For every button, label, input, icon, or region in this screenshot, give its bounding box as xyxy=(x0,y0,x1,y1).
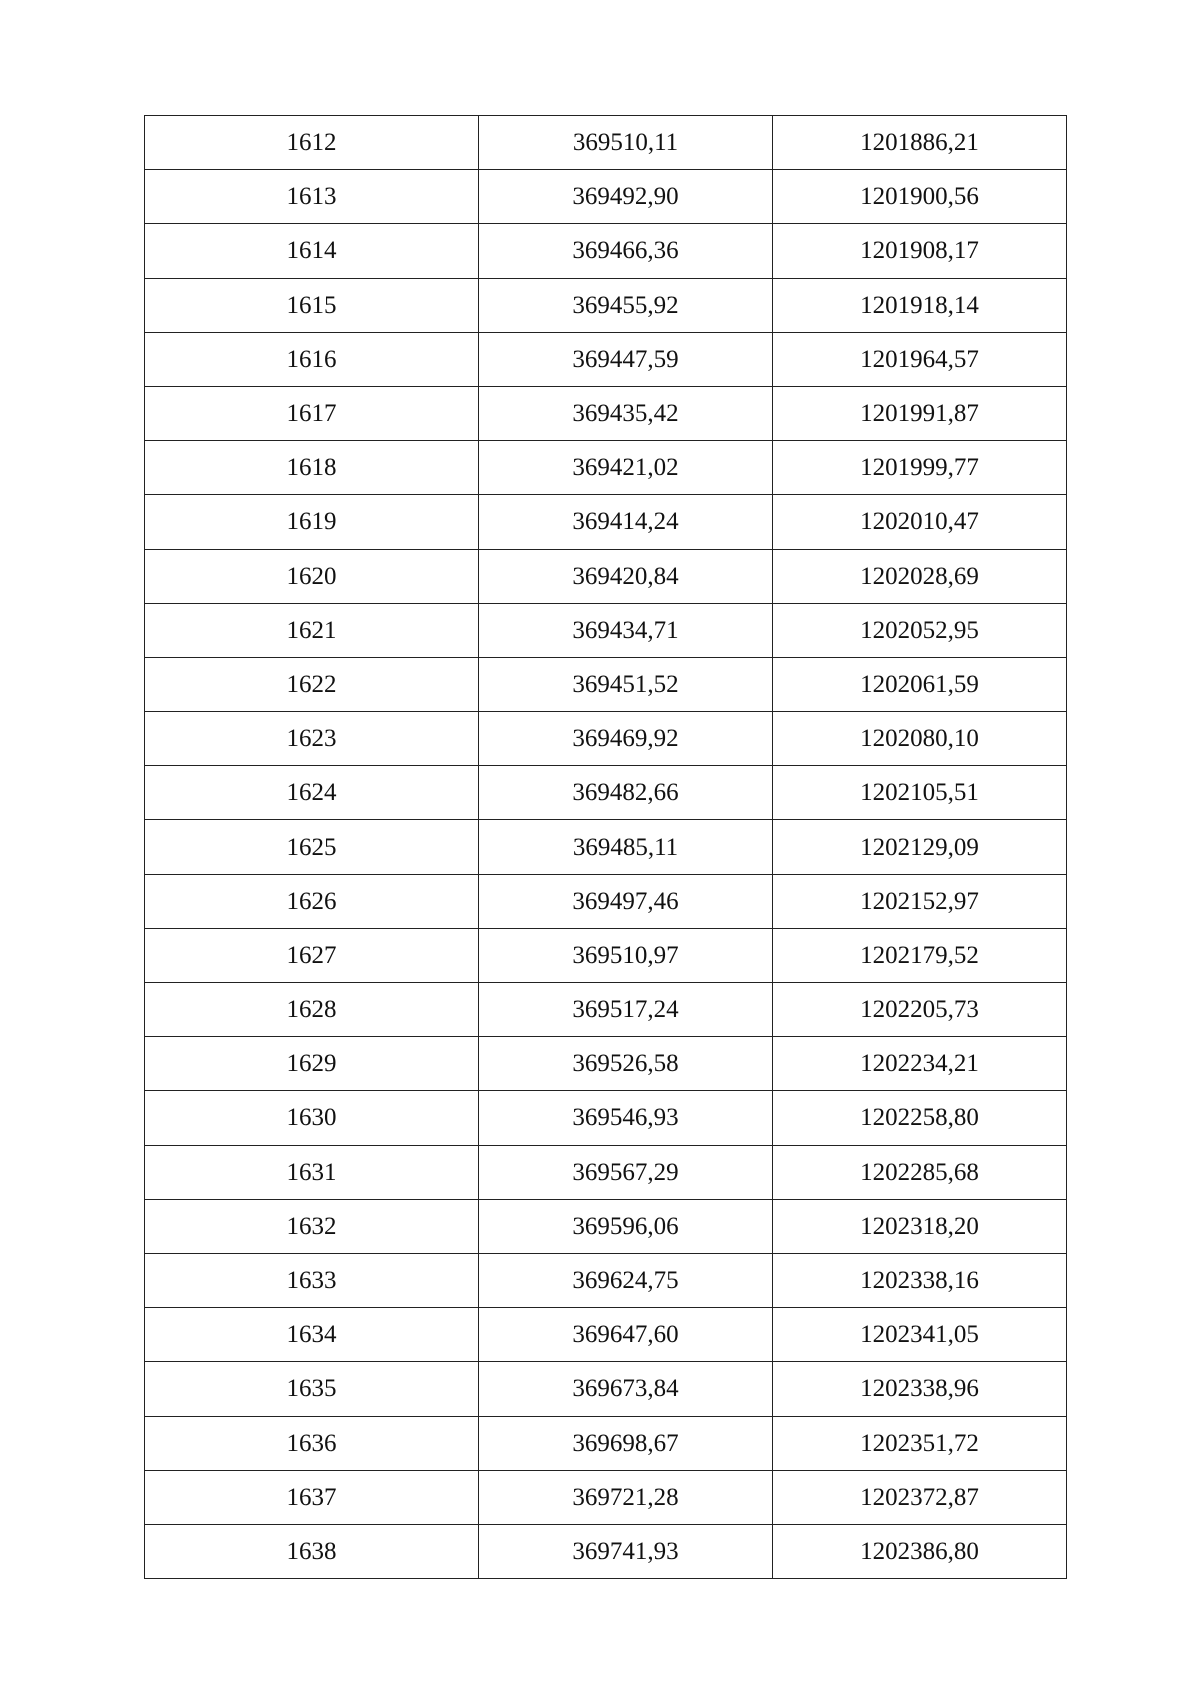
y-coordinate-cell: 1202234,21 xyxy=(773,1037,1067,1091)
point-number-cell: 1628 xyxy=(145,983,479,1037)
x-coordinate-cell: 369451,52 xyxy=(479,657,773,711)
table-row xyxy=(145,1199,1067,1253)
point-number-cell: 1632 xyxy=(145,1199,479,1253)
table-row xyxy=(145,386,1067,440)
x-coordinate-cell: 369517,24 xyxy=(479,983,773,1037)
table-row xyxy=(145,1470,1067,1524)
x-coordinate-cell: 369510,11 xyxy=(479,116,773,170)
y-coordinate-cell: 1202338,16 xyxy=(773,1253,1067,1307)
point-number-cell: 1627 xyxy=(145,928,479,982)
point-number-cell: 1634 xyxy=(145,1308,479,1362)
x-coordinate-cell: 369466,36 xyxy=(479,224,773,278)
table-row xyxy=(145,116,1067,170)
y-coordinate-cell: 1202318,20 xyxy=(773,1199,1067,1253)
x-coordinate-cell: 369497,46 xyxy=(479,874,773,928)
y-coordinate-cell: 1202061,59 xyxy=(773,657,1067,711)
y-coordinate-cell: 1202386,80 xyxy=(773,1524,1067,1578)
table-row xyxy=(145,874,1067,928)
y-coordinate-cell: 1202205,73 xyxy=(773,983,1067,1037)
y-coordinate-cell: 1201964,57 xyxy=(773,332,1067,386)
point-number-cell: 1621 xyxy=(145,603,479,657)
table-row xyxy=(145,820,1067,874)
point-number-cell: 1620 xyxy=(145,549,479,603)
point-number-cell: 1625 xyxy=(145,820,479,874)
x-coordinate-cell: 369485,11 xyxy=(479,820,773,874)
point-number-cell: 1630 xyxy=(145,1091,479,1145)
coordinates-table xyxy=(144,115,1067,1579)
point-number-cell: 1631 xyxy=(145,1145,479,1199)
x-coordinate-cell: 369721,28 xyxy=(479,1470,773,1524)
point-number-cell: 1623 xyxy=(145,712,479,766)
x-coordinate-cell: 369482,66 xyxy=(479,766,773,820)
table-row xyxy=(145,1145,1067,1199)
table-row xyxy=(145,1037,1067,1091)
y-coordinate-cell: 1202129,09 xyxy=(773,820,1067,874)
point-number-cell: 1617 xyxy=(145,386,479,440)
point-number-cell: 1624 xyxy=(145,766,479,820)
y-coordinate-cell: 1202372,87 xyxy=(773,1470,1067,1524)
table-row xyxy=(145,1362,1067,1416)
y-coordinate-cell: 1202010,47 xyxy=(773,495,1067,549)
table-row xyxy=(145,712,1067,766)
table-row xyxy=(145,441,1067,495)
table-row xyxy=(145,1253,1067,1307)
point-number-cell: 1629 xyxy=(145,1037,479,1091)
y-coordinate-cell: 1202080,10 xyxy=(773,712,1067,766)
y-coordinate-cell: 1201886,21 xyxy=(773,116,1067,170)
table-row xyxy=(145,1524,1067,1578)
x-coordinate-cell: 369492,90 xyxy=(479,170,773,224)
x-coordinate-cell: 369673,84 xyxy=(479,1362,773,1416)
y-coordinate-cell: 1202341,05 xyxy=(773,1308,1067,1362)
y-coordinate-cell: 1201991,87 xyxy=(773,386,1067,440)
y-coordinate-cell: 1201918,14 xyxy=(773,278,1067,332)
table-row xyxy=(145,928,1067,982)
x-coordinate-cell: 369526,58 xyxy=(479,1037,773,1091)
point-number-cell: 1612 xyxy=(145,116,479,170)
table-row xyxy=(145,1308,1067,1362)
table-row xyxy=(145,766,1067,820)
x-coordinate-cell: 369435,42 xyxy=(479,386,773,440)
y-coordinate-cell: 1201908,17 xyxy=(773,224,1067,278)
y-coordinate-cell: 1201900,56 xyxy=(773,170,1067,224)
x-coordinate-cell: 369624,75 xyxy=(479,1253,773,1307)
x-coordinate-cell: 369567,29 xyxy=(479,1145,773,1199)
table-row xyxy=(145,224,1067,278)
table-row xyxy=(145,1416,1067,1470)
table-row xyxy=(145,170,1067,224)
y-coordinate-cell: 1202285,68 xyxy=(773,1145,1067,1199)
x-coordinate-cell: 369741,93 xyxy=(479,1524,773,1578)
y-coordinate-cell: 1202052,95 xyxy=(773,603,1067,657)
point-number-cell: 1616 xyxy=(145,332,479,386)
x-coordinate-cell: 369596,06 xyxy=(479,1199,773,1253)
x-coordinate-cell: 369455,92 xyxy=(479,278,773,332)
coordinates-table-body xyxy=(145,116,1067,1579)
y-coordinate-cell: 1202152,97 xyxy=(773,874,1067,928)
x-coordinate-cell: 369647,60 xyxy=(479,1308,773,1362)
table-row xyxy=(145,495,1067,549)
y-coordinate-cell: 1202105,51 xyxy=(773,766,1067,820)
table-row xyxy=(145,332,1067,386)
x-coordinate-cell: 369546,93 xyxy=(479,1091,773,1145)
point-number-cell: 1618 xyxy=(145,441,479,495)
x-coordinate-cell: 369414,24 xyxy=(479,495,773,549)
point-number-cell: 1638 xyxy=(145,1524,479,1578)
x-coordinate-cell: 369420,84 xyxy=(479,549,773,603)
y-coordinate-cell: 1202338,96 xyxy=(773,1362,1067,1416)
y-coordinate-cell: 1202028,69 xyxy=(773,549,1067,603)
table-row xyxy=(145,657,1067,711)
table-row xyxy=(145,1091,1067,1145)
point-number-cell: 1614 xyxy=(145,224,479,278)
point-number-cell: 1615 xyxy=(145,278,479,332)
table-row xyxy=(145,603,1067,657)
point-number-cell: 1636 xyxy=(145,1416,479,1470)
y-coordinate-cell: 1201999,77 xyxy=(773,441,1067,495)
point-number-cell: 1622 xyxy=(145,657,479,711)
x-coordinate-cell: 369434,71 xyxy=(479,603,773,657)
x-coordinate-cell: 369469,92 xyxy=(479,712,773,766)
point-number-cell: 1613 xyxy=(145,170,479,224)
x-coordinate-cell: 369698,67 xyxy=(479,1416,773,1470)
point-number-cell: 1637 xyxy=(145,1470,479,1524)
point-number-cell: 1633 xyxy=(145,1253,479,1307)
point-number-cell: 1626 xyxy=(145,874,479,928)
table-row xyxy=(145,549,1067,603)
table-row xyxy=(145,983,1067,1037)
table-row xyxy=(145,278,1067,332)
x-coordinate-cell: 369447,59 xyxy=(479,332,773,386)
x-coordinate-cell: 369510,97 xyxy=(479,928,773,982)
point-number-cell: 1619 xyxy=(145,495,479,549)
point-number-cell: 1635 xyxy=(145,1362,479,1416)
y-coordinate-cell: 1202258,80 xyxy=(773,1091,1067,1145)
y-coordinate-cell: 1202179,52 xyxy=(773,928,1067,982)
y-coordinate-cell: 1202351,72 xyxy=(773,1416,1067,1470)
x-coordinate-cell: 369421,02 xyxy=(479,441,773,495)
